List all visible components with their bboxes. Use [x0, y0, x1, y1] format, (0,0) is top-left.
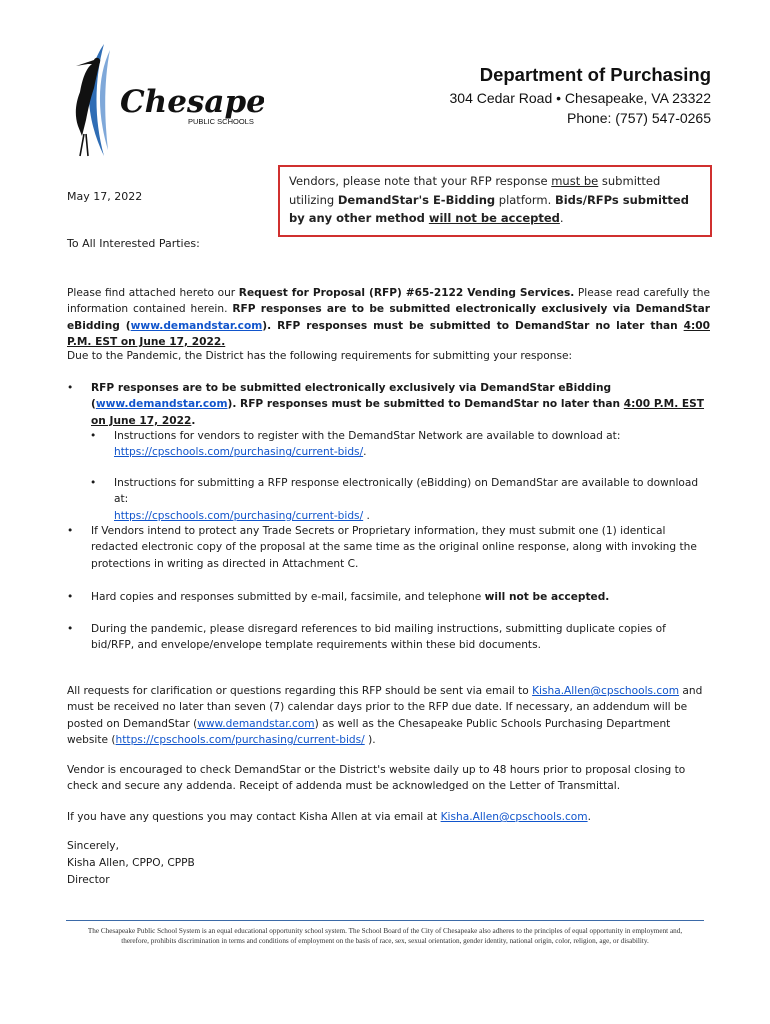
- pandemic-intro: Due to the Pandemic, the District has the following requirements for submitting your response:: [67, 350, 573, 362]
- signature-block: [67, 838, 195, 889]
- footer-text: The Chesapeake Public School System is an equal educational opportunity school system. The School Board of the City of Chesapeake also adheres to the principles of equal opportunity in employment and, therefore, prohibits discrimination in terms and conditions of employment on the basis of race, sex, sexual orientation, gender identity, national origin, color, religion, age, or disability.: [87, 927, 683, 945]
- address: 304 Cedar Road • Chesapeake, VA 23322: [449, 90, 711, 106]
- list-item: • During the pandemic, please disregard references to bid mailing instructions, submitting duplicate copies of bid/RFP, and envelope/envelope template requirements within these bid documents.: [67, 623, 666, 652]
- department-title: Department of Purchasing: [479, 64, 711, 85]
- email-link[interactable]: Kisha.Allen@cpschools.com: [532, 685, 680, 697]
- list-item: • Instructions for vendors to register with the DemandStar Network are available to download at: https://cpschools.com/purchasing/current-bids/.: [90, 430, 621, 459]
- chesapeake-logo: [64, 40, 264, 160]
- list-item: • Instructions for submitting a RFP response electronically (eBidding) on DemandStar are available to download at: https://cpschools.com/purchasing/current-bids/ .: [90, 477, 699, 522]
- bullet-icon: •: [90, 477, 97, 489]
- svg-text:PUBLIC SCHOOLS: PUBLIC SCHOOLS: [188, 117, 254, 126]
- current-bids-link[interactable]: https://cpschools.com/purchasing/current-bids/: [114, 446, 364, 459]
- list-item: • If Vendors intend to protect any Trade Secrets or Proprietary information, they must submit one (1) identical redacted electronic copy of the proposal at the same time as the original online response, along with invoking the protections in writing as directed in Attachment C.: [67, 525, 697, 570]
- bullet-icon: •: [67, 591, 74, 603]
- bullet-icon: •: [67, 525, 74, 537]
- demandstar-link[interactable]: www.demandstar.com: [95, 398, 228, 411]
- heron-logo-icon: [64, 40, 264, 160]
- list-item: • RFP responses are to be submitted electronically exclusively via DemandStar eBidding (www.demandstar.com). RFP responses must be submitted to DemandStar no later than 4:00 P.M. EST on June 17, 2022.: [67, 382, 705, 427]
- requests-paragraph: All requests for clarification or questions regarding this RFP should be sent via email to Kisha.Allen@cpschools.com and must be received no later than seven (7) calendar days prior to the RFP due date. If necessary, an addendum will be posted on DemandStar (www.demandstar.com) as well as the Chesapeake Public Schools Purchasing Department website (https://cpschools.com/purchasing/current-bids/ ).: [67, 685, 703, 746]
- phone: Phone: (757) 547-0265: [567, 110, 711, 126]
- bullet-icon: •: [67, 382, 74, 394]
- current-bids-link[interactable]: https://cpschools.com/purchasing/current-bids/: [114, 509, 364, 522]
- list-item: • Hard copies and responses submitted by e-mail, facsimile, and telephone will not be accepted.: [67, 589, 712, 605]
- closing: Sincerely,: [67, 840, 119, 852]
- notice-box: Vendors, please note that your RFP response must be submitted utilizing DemandStar's E-Bidding platform. Bids/RFPs submitted by any other method will not be accepted.: [278, 165, 712, 237]
- svg-text:Chesapeake: Chesape: [120, 84, 264, 120]
- current-bids-link[interactable]: https://cpschools.com/purchasing/current-bids/: [115, 733, 365, 746]
- demandstar-link[interactable]: www.demandstar.com: [197, 717, 315, 730]
- demandstar-link[interactable]: www.demandstar.com: [130, 319, 263, 332]
- footer-divider: [66, 920, 704, 921]
- signer-title: Director: [67, 874, 110, 886]
- signer-name: Kisha Allen, CPPO, CPPB: [67, 857, 195, 869]
- bullet-icon: •: [90, 430, 97, 442]
- greeting: To All Interested Parties:: [67, 237, 200, 250]
- letter-date: May 17, 2022: [67, 190, 143, 203]
- letterhead: [450, 62, 712, 128]
- intro-paragraph: Please find attached hereto our Request for Proposal (RFP) #65-2122 Vending Services. Please read carefully the information contained herein. RFP responses are to be submitted electronically exclusively via DemandStar eBidding (www.demandstar.com). RFP responses must be submitted to DemandStar no later than 4:00 P.M. EST on June 17, 2022.: [67, 287, 710, 348]
- vendor-check-paragraph: Vendor is encouraged to check DemandStar or the District's website daily up to 48 hours prior to proposal closing to check and secure any addenda. Receipt of addenda must be acknowledged on the Letter of Transmittal.: [67, 764, 686, 793]
- email-link[interactable]: Kisha.Allen@cpschools.com: [440, 811, 588, 823]
- contact-paragraph: If you have any questions you may contact Kisha Allen at via email at Kisha.Allen@cpschools.com.: [67, 811, 591, 823]
- bullet-icon: •: [67, 623, 74, 635]
